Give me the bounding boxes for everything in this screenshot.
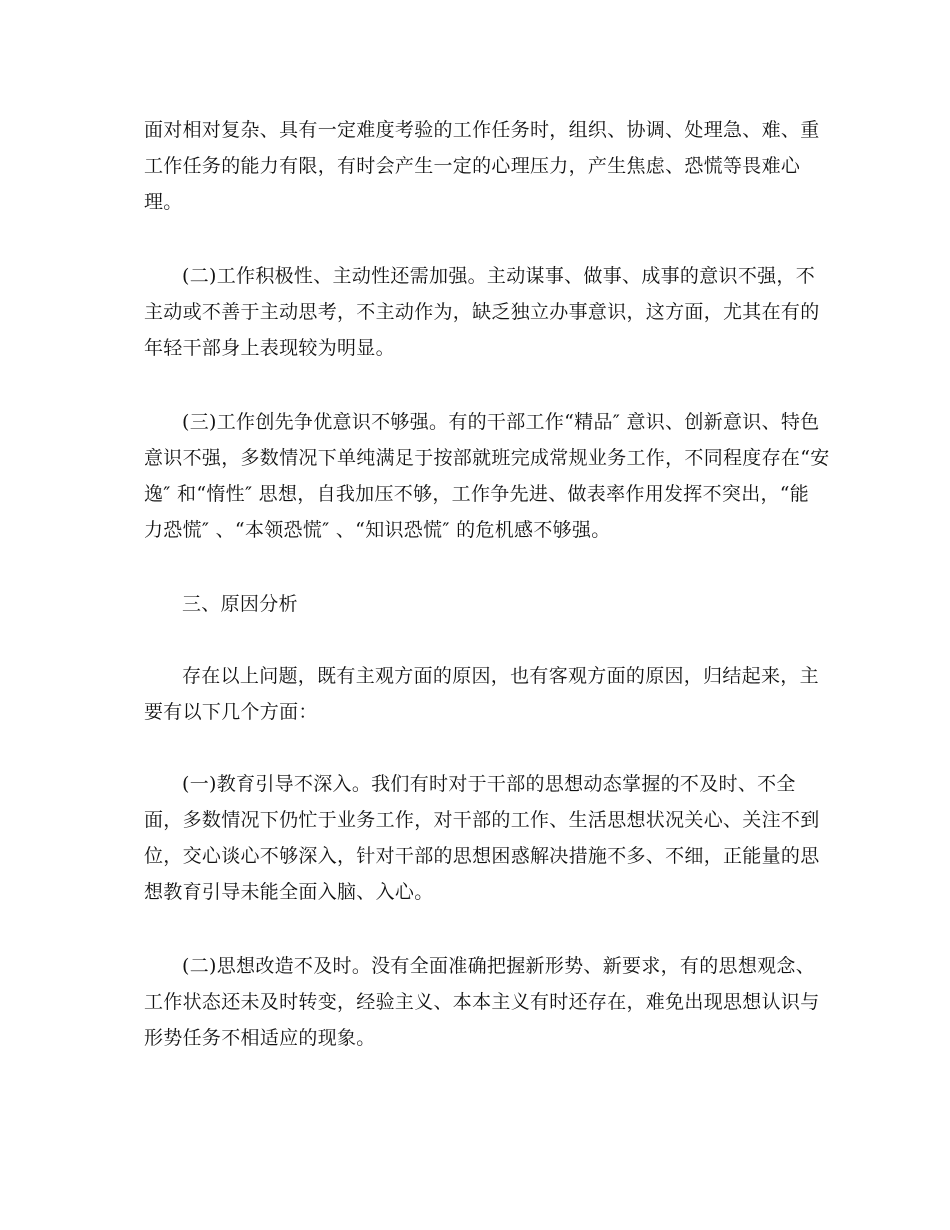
text-line: (一)教育引导不深入。我们有时对于干部的思想动态掌握的不及时、不全	[182, 773, 796, 795]
paragraph-initiative	[144, 258, 820, 366]
text-line: 工作任务的能力有限，有时会产生一定的心理压力，产生焦虑、恐慌等畏难心	[144, 155, 801, 177]
text-line: 形势任务不相适应的现象。	[144, 1027, 376, 1049]
text-line: 工作状态还未及时转变，经验主义、本本主义有时还存在，难免出现思想认识与	[144, 991, 820, 1013]
text-line: 年轻干部身上表现较为明显。	[144, 337, 395, 359]
text-line: 力恐慌″ 、“本领恐慌″ 、“知识恐慌″ 的危机感不够强。	[144, 519, 611, 541]
paragraph-cause-intro	[144, 658, 819, 730]
text-line: (三)工作创先争优意识不够强。有的干部工作“精品″ 意识、创新意识、特色	[182, 411, 820, 433]
text-line: 要有以下几个方面：	[144, 701, 318, 723]
text-line: 意识不强，多数情况下单纯满足于按部就班完成常规业务工作，不同程度存在“安	[144, 447, 830, 469]
paragraph-continuation	[144, 112, 820, 220]
text-line: 逸″ 和“惰性″ 思想，自我加压不够，工作争先进、做表率作用发挥不突出，“能	[144, 483, 810, 505]
text-line: 理。	[144, 191, 183, 213]
text-line: 主动或不善于主动思考，不主动作为，缺乏独立办事意识，这方面，尤其在有的	[144, 301, 820, 323]
text-line: 三、原因分析	[182, 593, 298, 615]
section-heading	[144, 586, 804, 622]
paragraph-excellence	[144, 404, 830, 548]
text-line: 想教育引导未能全面入脑、入心。	[144, 881, 434, 903]
paragraph-education	[144, 766, 820, 910]
text-line: 面，多数情况下仍忙于业务工作，对干部的工作、生活思想状况关心、关注不到	[144, 809, 820, 831]
text-line: (二)工作积极性、主动性还需加强。主动谋事、做事、成事的意识不强，不	[182, 265, 816, 287]
text-line: 存在以上问题，既有主观方面的原因，也有客观方面的原因，归结起来，主	[182, 665, 819, 687]
text-line: 位，交心谈心不够深入，针对干部的思想困惑解决措施不多、不细，正能量的思	[144, 845, 820, 867]
text-line: 面对相对复杂、具有一定难度考验的工作任务时，组织、协调、处理急、难、重	[144, 119, 820, 141]
paragraph-thought-reform	[144, 948, 820, 1056]
text-line: (二)思想改造不及时。没有全面准确把握新形势、新要求，有的思想观念、	[182, 955, 816, 977]
